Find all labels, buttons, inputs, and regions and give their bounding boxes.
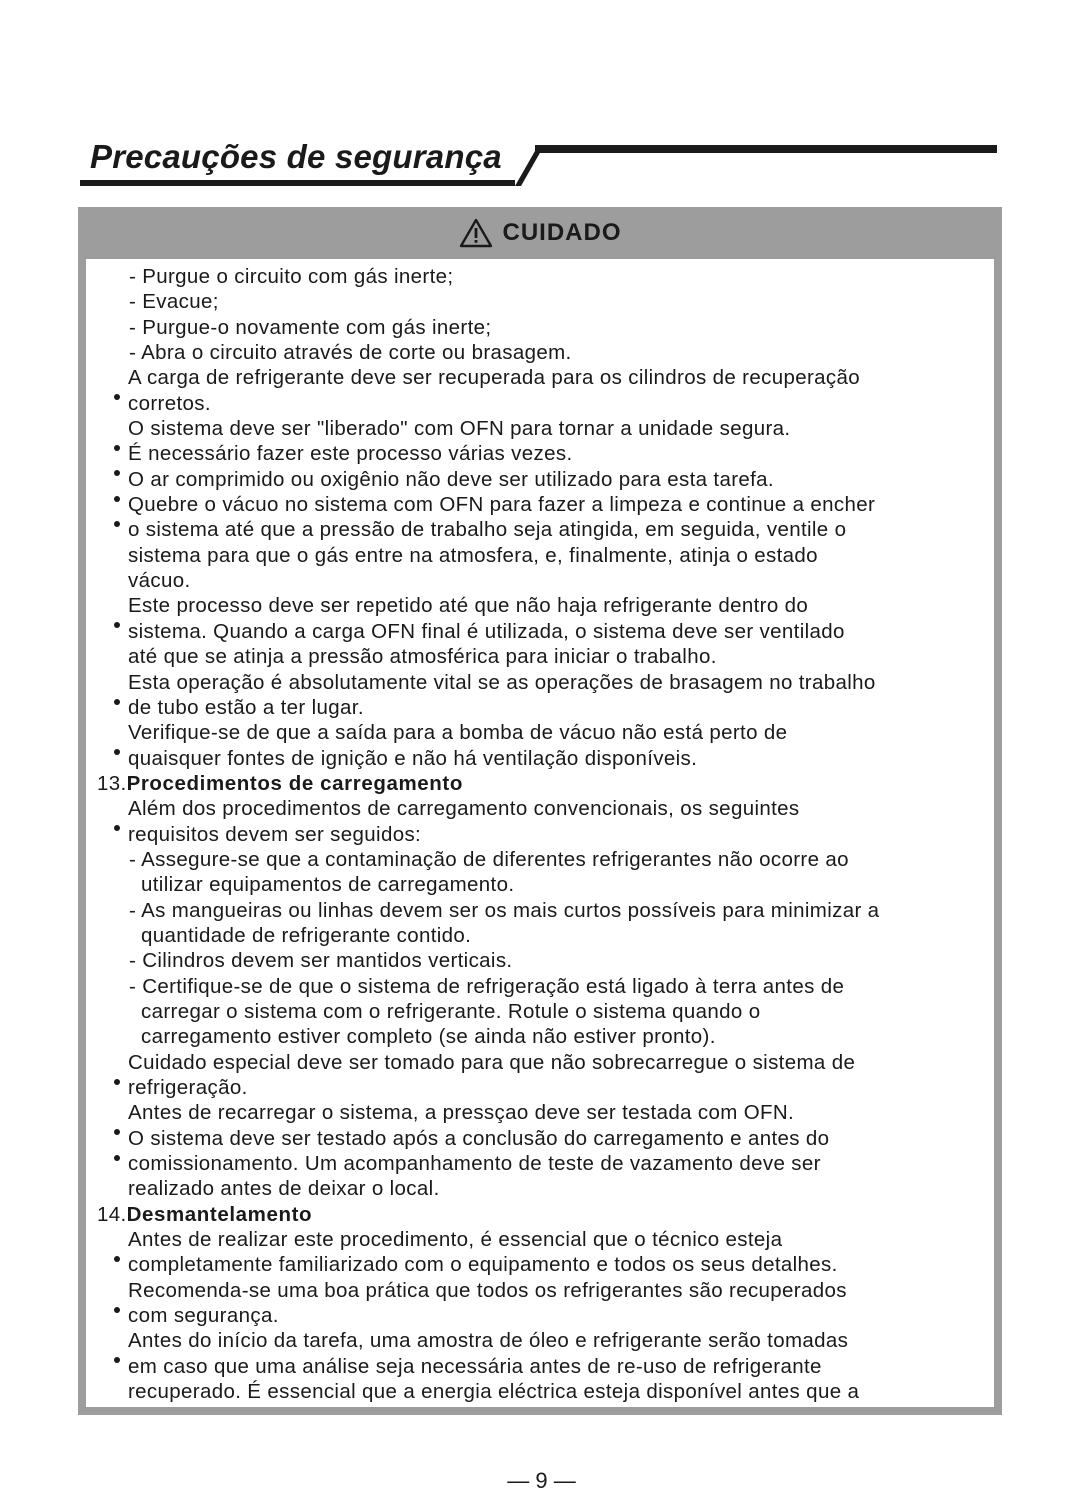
dash-item-line: - Cilindros devem ser mantidos verticais. <box>129 949 513 973</box>
bullet-item <box>93 1278 994 1303</box>
bullet-item <box>93 1050 994 1075</box>
text-line: comissionamento. Um acompanhamento de teste de vazamento deve ser <box>128 1152 821 1176</box>
dash-item-line: - As mangueiras ou linhas devem ser os mais curtos possíveis para minimizar a <box>129 898 880 922</box>
text-line: quaisquer fontes de ignição e não há ventilação disponíveis. <box>128 746 698 770</box>
text-line: em caso que uma análise seja necessária antes de re-uso de refrigerante <box>128 1354 822 1378</box>
caution-label: CUIDADO <box>502 219 622 246</box>
caution-content <box>93 264 994 1404</box>
bullet-text: Recomenda-se uma boa prática que todos os refrigerantes são recuperados <box>128 1278 847 1302</box>
caution-body <box>86 259 994 1407</box>
warning-triangle-icon <box>459 218 493 248</box>
bullet-text: O sistema deve ser "liberado" com OFN para tornar a unidade segura. <box>128 417 791 441</box>
section-heading <box>93 1202 994 1227</box>
bullet-item <box>93 492 994 517</box>
text-line: recuperado. É essencial que a energia eléctrica esteja disponível antes que a <box>128 1380 860 1404</box>
dash-item-line: - Abra o circuito através de corte ou brasagem. <box>129 341 572 365</box>
dash-item-line: utilizar equipamentos de carregamento. <box>141 873 515 897</box>
bullet-text: O ar comprimido ou oxigênio não deve ser utilizado para esta tarefa. <box>128 467 774 491</box>
bullet-text: Antes de recarregar o sistema, a pressçao deve ser testada com OFN. <box>128 1101 795 1125</box>
bullet-text: Verifique-se de que a saída para a bomba de vácuo não está perto de <box>128 721 788 745</box>
bullet-item <box>93 1328 994 1353</box>
bullet-item <box>93 1126 994 1151</box>
section-number: 13. <box>97 771 127 795</box>
text-line: realizado antes de deixar o local. <box>128 1177 440 1201</box>
page-number: — 9 — <box>507 1468 576 1493</box>
section-title: Desmantelamento <box>126 1202 313 1226</box>
bullet-text: Esta operação é absolutamente vital se as operações de brasagem no trabalho <box>128 670 876 694</box>
caution-panel <box>78 207 1002 1415</box>
dash-item-line: - Purgue-o novamente com gás inerte; <box>129 315 492 339</box>
bullet-text: A carga de refrigerante deve ser recuperada para os cilindros de recuperação <box>128 366 860 390</box>
text-line: sistema. Quando a carga OFN final é utilizada, o sistema deve ser ventilado <box>128 619 845 643</box>
bullet-item <box>93 670 994 695</box>
section-title: Procedimentos de carregamento <box>126 771 463 795</box>
bullet-item <box>93 467 994 492</box>
bullet-text: Antes de realizar este procedimento, é essencial que o técnico esteja <box>128 1228 783 1252</box>
caution-header <box>78 207 1002 259</box>
bullet-item <box>93 720 994 745</box>
text-line: com segurança. <box>128 1304 279 1328</box>
bullet-text: Além dos procedimentos de carregamento convencionais, os seguintes <box>128 797 800 821</box>
bullet-item <box>93 1100 994 1125</box>
bullet-text: O sistema deve ser testado após a conclusão do carregamento e antes do <box>128 1126 830 1150</box>
bullet-item <box>93 1227 994 1252</box>
dash-item-line: carregamento estiver completo (se ainda não estiver pronto). <box>141 1025 716 1049</box>
dash-item-line: quantidade de refrigerante contido. <box>141 923 472 947</box>
text-line: sistema para que o gás entre na atmosfera, e, finalmente, atinja o estado <box>128 543 818 567</box>
bullet-item <box>93 593 994 618</box>
text-line: requisitos devem ser seguidos: <box>128 822 422 846</box>
bullet-text: Antes do início da tarefa, uma amostra de óleo e refrigerante serão tomadas <box>128 1329 849 1353</box>
dash-item-line: - Purgue o circuito com gás inerte; <box>129 265 454 288</box>
text-line: vácuo. <box>128 569 191 593</box>
text-line: completamente familiarizado com o equipamento e todos os seus detalhes. <box>128 1253 838 1277</box>
page-title: Precauções de segurança <box>90 138 502 175</box>
bullet-text: É necessário fazer este processo várias vezes. <box>128 442 573 466</box>
bullet-item <box>93 441 994 466</box>
bullet-item <box>93 796 994 821</box>
section-heading <box>93 771 994 796</box>
bullet-item <box>93 365 994 390</box>
bullet-text: Quebre o vácuo no sistema com OFN para fazer a limpeza e continue a encher <box>128 493 876 517</box>
page-header <box>0 0 1083 200</box>
dash-item-line: - Evacue; <box>129 290 219 314</box>
dash-item-line: - Certifique-se de que o sistema de refrigeração está ligado à terra antes de <box>129 974 845 998</box>
dash-item-line: - Assegure-se que a contaminação de diferentes refrigerantes não ocorre ao <box>129 847 849 871</box>
bullet-text: Este processo deve ser repetido até que não haja refrigerante dentro do <box>128 594 809 618</box>
text-line: até que se atinja a pressão atmosférica para iniciar o trabalho. <box>128 645 717 669</box>
bullet-text: Cuidado especial deve ser tomado para que não sobrecarregue o sistema de <box>128 1050 856 1074</box>
section-number: 14. <box>97 1202 127 1226</box>
dash-item-line: carregar o sistema com o refrigerante. Rotule o sistema quando o <box>141 999 761 1023</box>
text-line: corretos. <box>128 391 211 415</box>
text-line: o sistema até que a pressão de trabalho seja atingida, em seguida, ventile o <box>128 518 847 542</box>
text-line: refrigeração. <box>128 1076 248 1099</box>
text-line: de tubo estão a ter lugar. <box>128 695 364 719</box>
bullet-item <box>93 416 994 441</box>
